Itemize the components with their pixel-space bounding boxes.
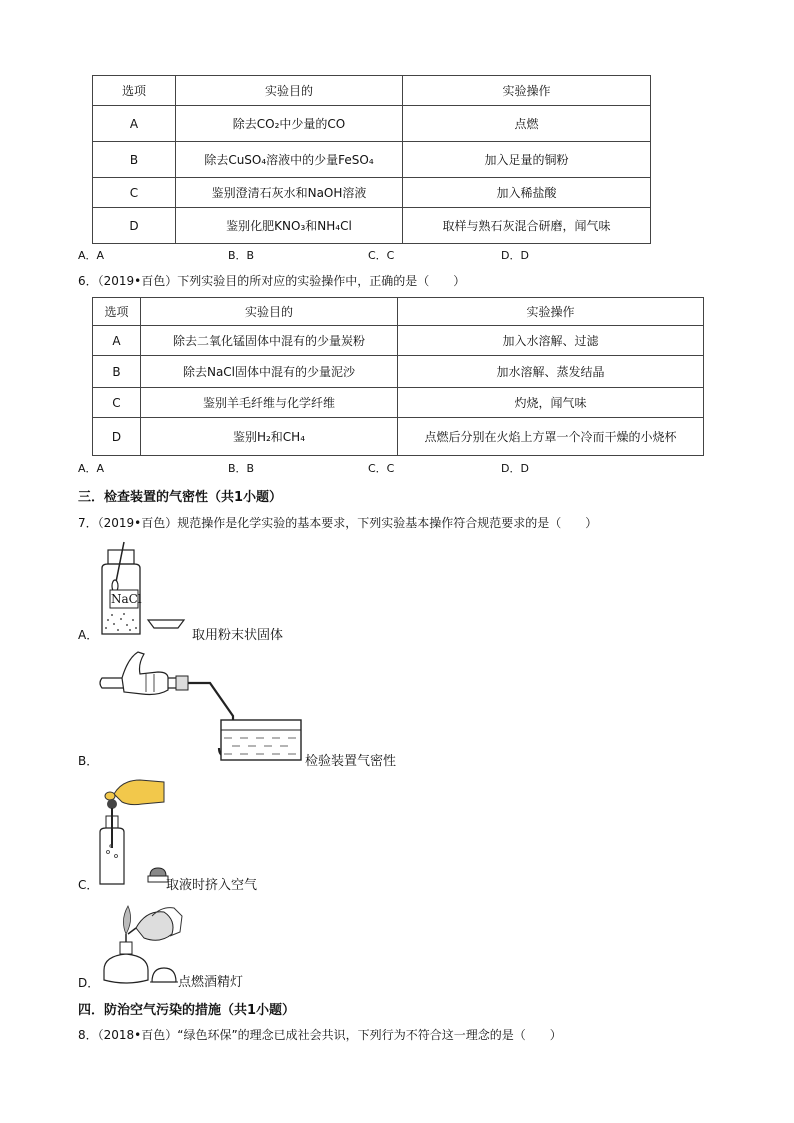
q6-row-a-option: A bbox=[93, 326, 141, 356]
q7-b-gas-tightness-illustration bbox=[98, 648, 308, 763]
q6-option-d[interactable]: D．D bbox=[501, 462, 529, 475]
q5-option-b[interactable]: B．B bbox=[228, 249, 255, 262]
q5-header-option: 选项 bbox=[93, 76, 176, 106]
q7-d-alcohol-lamp-illustration bbox=[96, 898, 186, 990]
q7-a-bottle-label: NaCl bbox=[111, 592, 142, 606]
q6-row-a-purpose: 除去二氧化锰固体中混有的少量炭粉 bbox=[141, 326, 398, 356]
q6-header-operation: 实验操作 bbox=[398, 298, 704, 326]
q5-row-c-option: C bbox=[93, 178, 176, 208]
q5-table bbox=[92, 75, 651, 244]
q5-row-c-purpose: 鉴别澄清石灰水和NaOH溶液 bbox=[176, 178, 403, 208]
q6-row-d-purpose: 鉴别H₂和CH₄ bbox=[141, 418, 398, 456]
q6-option-c[interactable]: C．C bbox=[368, 462, 395, 475]
q5-option-c[interactable]: C．C bbox=[368, 249, 395, 262]
q7-option-a-caption: 取用粉末状固体 bbox=[192, 628, 284, 643]
q6-table bbox=[92, 297, 704, 456]
q5-header-operation: 实验操作 bbox=[403, 76, 651, 106]
q5-row-b-option: B bbox=[93, 142, 176, 178]
q8-question-text: 8．（2018•百色）“绿色环保”的理念已成社会共识，下列行为不符合这一理念的是（ ） bbox=[78, 1028, 562, 1042]
q5-row-b-purpose: 除去CuSO₄溶液中的少量FeSO₄ bbox=[176, 142, 403, 178]
q6-question-text: 6．（2019•百色）下列实验目的所对应的实验操作中，正确的是（ ） bbox=[78, 274, 466, 288]
q7-c-dropper-illustration bbox=[96, 776, 176, 890]
q5-row-a-operation: 点燃 bbox=[403, 106, 651, 142]
q7-option-c-caption: 取液时挤入空气 bbox=[166, 878, 258, 893]
q7-a-bottle-illustration bbox=[96, 540, 186, 640]
q5-row-c-operation: 加入稀盐酸 bbox=[403, 178, 651, 208]
q7-option-b-caption: 检验装置气密性 bbox=[305, 754, 397, 769]
q5-row-a-option: A bbox=[93, 106, 176, 142]
q5-row-d-purpose: 鉴别化肥KNO₃和NH₄Cl bbox=[176, 208, 403, 244]
q6-row-b-operation: 加水溶解、蒸发结晶 bbox=[398, 356, 704, 388]
q6-row-b-purpose: 除去NaCl固体中混有的少量泥沙 bbox=[141, 356, 398, 388]
q5-row-a-purpose: 除去CO₂中少量的CO bbox=[176, 106, 403, 142]
q6-row-d-operation: 点燃后分别在火焰上方罩一个冷而干燥的小烧杯 bbox=[398, 418, 704, 456]
q6-row-d-option: D bbox=[93, 418, 141, 456]
q7-option-b-label[interactable]: B． bbox=[78, 754, 99, 768]
q6-row-a-operation: 加入水溶解、过滤 bbox=[398, 326, 704, 356]
q7-option-d-label[interactable]: D． bbox=[78, 976, 100, 990]
q5-header-purpose: 实验目的 bbox=[176, 76, 403, 106]
q5-row-d-option: D bbox=[93, 208, 176, 244]
q6-header-option: 选项 bbox=[93, 298, 141, 326]
section-3-heading: 三．检查装置的气密性（共1小题） bbox=[78, 490, 283, 505]
q6-row-c-operation: 灼烧，闻气味 bbox=[398, 388, 704, 418]
q6-header-purpose: 实验目的 bbox=[141, 298, 398, 326]
q5-option-d[interactable]: D．D bbox=[501, 249, 529, 262]
section-4-heading: 四．防治空气污染的措施（共1小题） bbox=[78, 1003, 296, 1018]
q6-option-a[interactable]: A．A bbox=[78, 462, 105, 475]
q6-row-c-purpose: 鉴别羊毛纤维与化学纤维 bbox=[141, 388, 398, 418]
q6-row-c-option: C bbox=[93, 388, 141, 418]
q7-option-c-label[interactable]: C． bbox=[78, 878, 99, 892]
q7-option-a-label[interactable]: A． bbox=[78, 628, 99, 642]
q7-option-d-caption: 点燃酒精灯 bbox=[178, 975, 244, 990]
q7-question-text: 7．（2019•百色）规范操作是化学实验的基本要求，下列实验基本操作符合规范要求的是（ ） bbox=[78, 516, 598, 530]
q5-row-b-operation: 加入足量的铜粉 bbox=[403, 142, 651, 178]
q5-row-d-operation: 取样与熟石灰混合研磨，闻气味 bbox=[403, 208, 651, 244]
q6-row-b-option: B bbox=[93, 356, 141, 388]
q6-option-b[interactable]: B．B bbox=[228, 462, 255, 475]
q6-answer-options bbox=[78, 460, 638, 474]
q5-answer-options bbox=[78, 247, 638, 261]
q5-option-a[interactable]: A．A bbox=[78, 249, 105, 262]
